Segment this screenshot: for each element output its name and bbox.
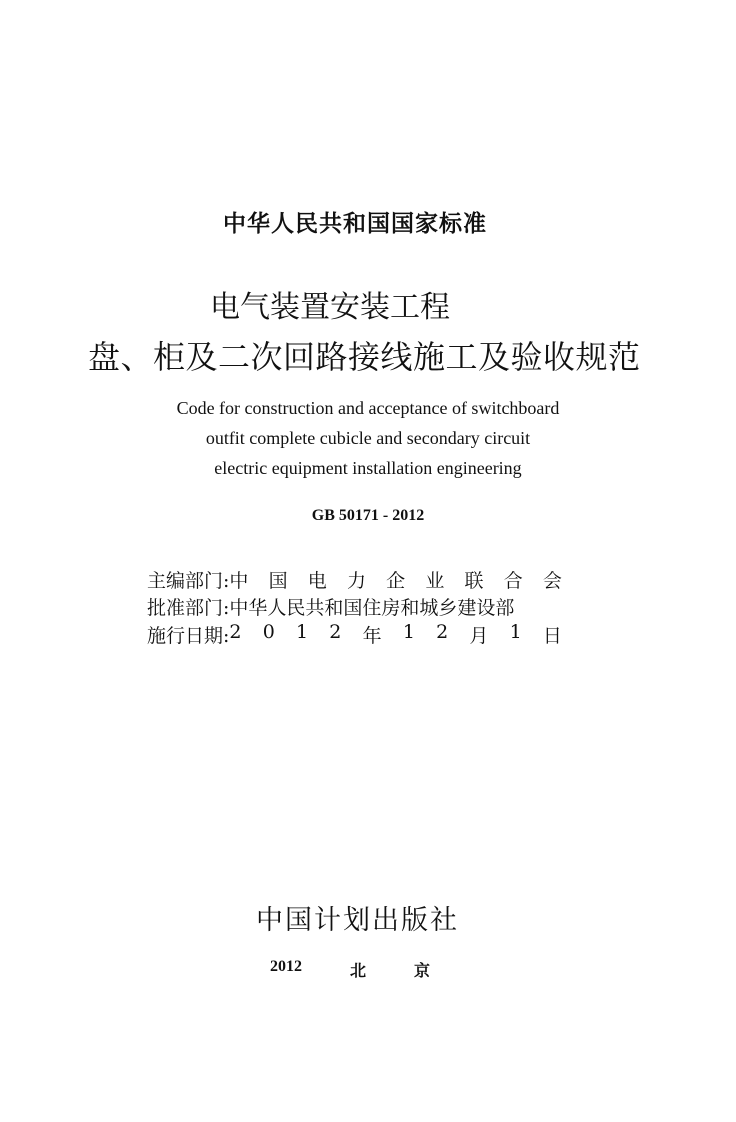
char: 2 bbox=[229, 621, 242, 643]
char: 年 bbox=[362, 625, 382, 647]
editor-label: 主编部门: bbox=[147, 570, 230, 592]
title-en-line2: outfit complete cubicle and secondary circuit bbox=[205, 428, 531, 448]
publish-city-char: 北 bbox=[349, 963, 366, 980]
char: 会 bbox=[542, 570, 562, 592]
publisher: 中国计划出版社 bbox=[256, 905, 459, 936]
effective-label: 施行日期: bbox=[147, 625, 230, 647]
char: 中 bbox=[229, 570, 249, 592]
char: 力 bbox=[346, 570, 366, 592]
standard-code: GB 50171 - 2012 bbox=[311, 507, 425, 524]
char: 合 bbox=[503, 570, 523, 592]
char: 2 bbox=[436, 621, 449, 643]
title-cn-line2: 盘、柜及二次回路接线施工及验收规范 bbox=[88, 338, 641, 376]
char: 业 bbox=[425, 570, 445, 592]
effective-value bbox=[229, 621, 562, 648]
char: 电 bbox=[307, 570, 327, 592]
effective-date-row bbox=[147, 621, 562, 648]
char: 国 bbox=[268, 570, 288, 592]
char: 联 bbox=[464, 570, 484, 592]
title-cn-line1: 电气装置安装工程 bbox=[210, 290, 450, 325]
publish-year: 2012 bbox=[270, 958, 302, 975]
char: 企 bbox=[386, 570, 406, 592]
editor-value bbox=[229, 566, 562, 593]
title-en-line1: Code for construction and acceptance of switchboard bbox=[176, 398, 560, 418]
char: 1 bbox=[402, 621, 415, 643]
char: 月 bbox=[469, 625, 489, 647]
title-en-line3: electric equipment installation engineering bbox=[214, 458, 522, 478]
editor-row bbox=[147, 566, 562, 593]
publish-info bbox=[270, 958, 430, 981]
approver-label: 批准部门: bbox=[147, 597, 230, 619]
approver-value: 中华人民共和国住房和城乡建设部 bbox=[229, 597, 515, 619]
approver-row bbox=[147, 593, 562, 620]
char: 1 bbox=[296, 621, 309, 643]
standard-type: 中华人民共和国国家标准 bbox=[223, 211, 487, 237]
char: 2 bbox=[329, 621, 342, 643]
char: 1 bbox=[509, 621, 522, 643]
publish-city-char: 京 bbox=[413, 963, 430, 980]
char: 0 bbox=[262, 621, 275, 643]
char: 日 bbox=[542, 625, 562, 647]
